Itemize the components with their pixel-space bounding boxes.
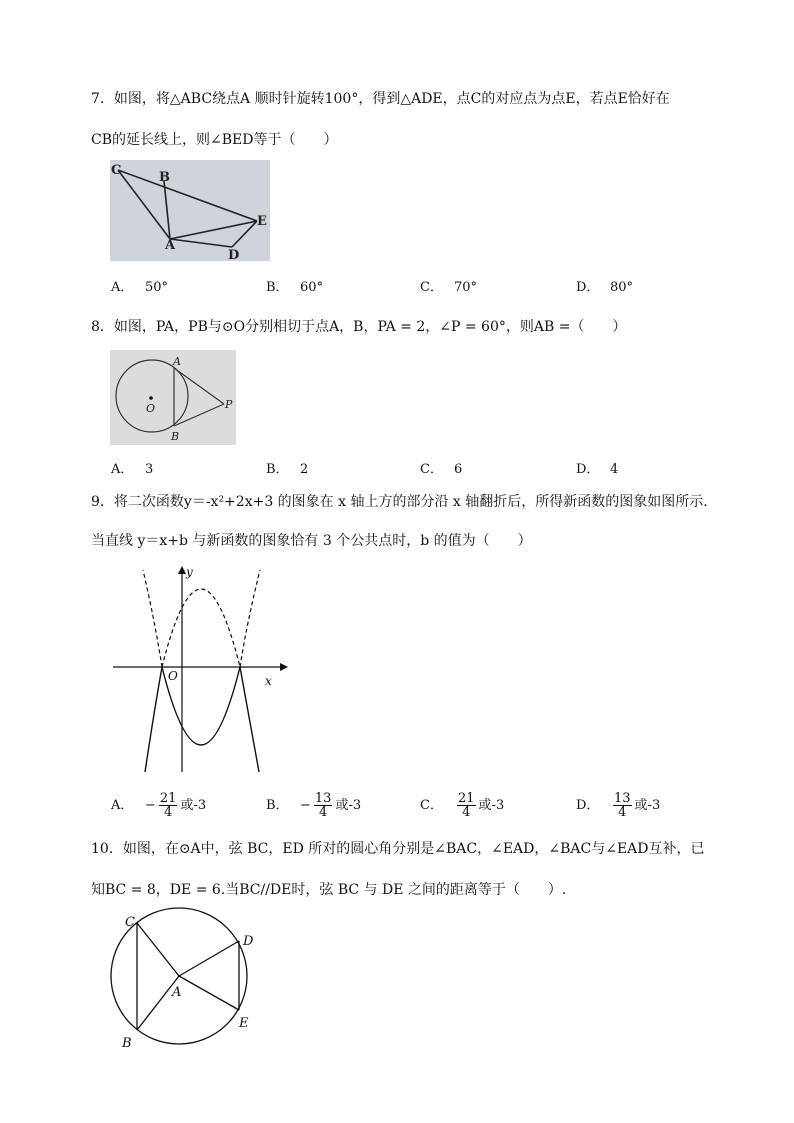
q8-stem: 8．如图，PA，PB与⊙O分别相切于点A，B，PA = 2，∠P = 60°，则AB =（ ）: [91, 319, 627, 335]
q9-dashed-arc: [162, 589, 240, 667]
q8-label-b: B: [171, 430, 180, 443]
q7-label-b: B: [159, 170, 170, 185]
q9-label-y: y: [186, 565, 193, 579]
q8-option-b[interactable]: B． 2: [266, 462, 309, 477]
q8-label-o: O: [146, 402, 156, 415]
q7-label-c: C: [111, 163, 122, 178]
q8-option-c[interactable]: C． 6: [420, 462, 463, 477]
q8-center-dot: [149, 396, 153, 400]
q9-dashed-left: [143, 570, 162, 667]
q10-label-d: D: [243, 934, 254, 949]
q8-figure: [110, 350, 236, 445]
q10-stem-line2: 知BC = 8，DE = 6.当BC//DE时，弦 BC 与 DE 之间的距离等于（ ）.: [91, 882, 567, 898]
q9-label-x: x: [265, 674, 272, 688]
q7-figure: [110, 160, 270, 261]
q7-option-c[interactable]: C． 70°: [420, 280, 478, 295]
q7-label-a: A: [165, 238, 176, 253]
q7-option-d[interactable]: D． 80°: [576, 280, 634, 295]
q9-option-d[interactable]: D． $\frac{13}{4}$ 或-3: [576, 791, 661, 820]
q10-label-c: C: [125, 915, 135, 930]
q10-label-e: E: [239, 1016, 249, 1031]
q8-options: [111, 458, 671, 482]
q9-label-o: O: [168, 669, 178, 683]
q7-stem-line1: 7．如图，将△ABC绕点A 顺时针旋转100°，得到△ADE，点C的对应点为点E，若点E恰好在: [91, 91, 670, 107]
q9-option-b[interactable]: B． − $\frac{13}{4}$ 或-3: [266, 791, 362, 820]
q8-option-a[interactable]: A． 3: [111, 462, 154, 477]
q9-figure: [110, 562, 290, 777]
q10-figure: [108, 906, 268, 1056]
q7-options: [111, 276, 671, 300]
q9-solid-right: [240, 667, 259, 772]
q7-stem-line2: CB的延长线上，则∠BED等于（ ）: [91, 132, 338, 148]
q7-option-b[interactable]: B． 60°: [266, 280, 324, 295]
q7-option-a[interactable]: A． 50°: [111, 280, 169, 295]
q7-label-e: E: [257, 214, 267, 229]
q9-option-a[interactable]: A． − $\frac{21}{4}$ 或-3: [111, 791, 207, 820]
q9-stem-line2: 当直线 y＝x+b 与新函数的图象恰有 3 个公共点时，b 的值为（ ）: [91, 533, 532, 549]
q8-label-a: A: [173, 355, 181, 368]
q9-x-arrow: [280, 663, 288, 671]
q10-label-b: B: [122, 1036, 132, 1051]
q7-label-d: D: [228, 248, 240, 261]
q8-label-p: P: [225, 398, 233, 411]
q9-dashed-right: [240, 570, 260, 667]
q9-stem-line1: 9．将二次函数y＝-x²+2x+3 的图象在 x 轴上方的部分沿 x 轴翻折后，所得新函数的图象如图所示.: [91, 494, 708, 510]
q8-option-d[interactable]: D． 4: [576, 462, 619, 477]
q9-y-arrow: [178, 566, 186, 574]
q10-stem-line1: 10．如图，在⊙A中，弦 BC，ED 所对的圆心角分别是∠BAC，∠EAD，∠BAC与∠EAD互补，已: [91, 841, 705, 857]
q9-option-c[interactable]: C． $\frac{21}{4}$ 或-3: [420, 791, 505, 820]
q9-options: [111, 792, 671, 824]
q9-solid-left: [145, 667, 162, 772]
q10-label-a: A: [172, 985, 182, 1000]
